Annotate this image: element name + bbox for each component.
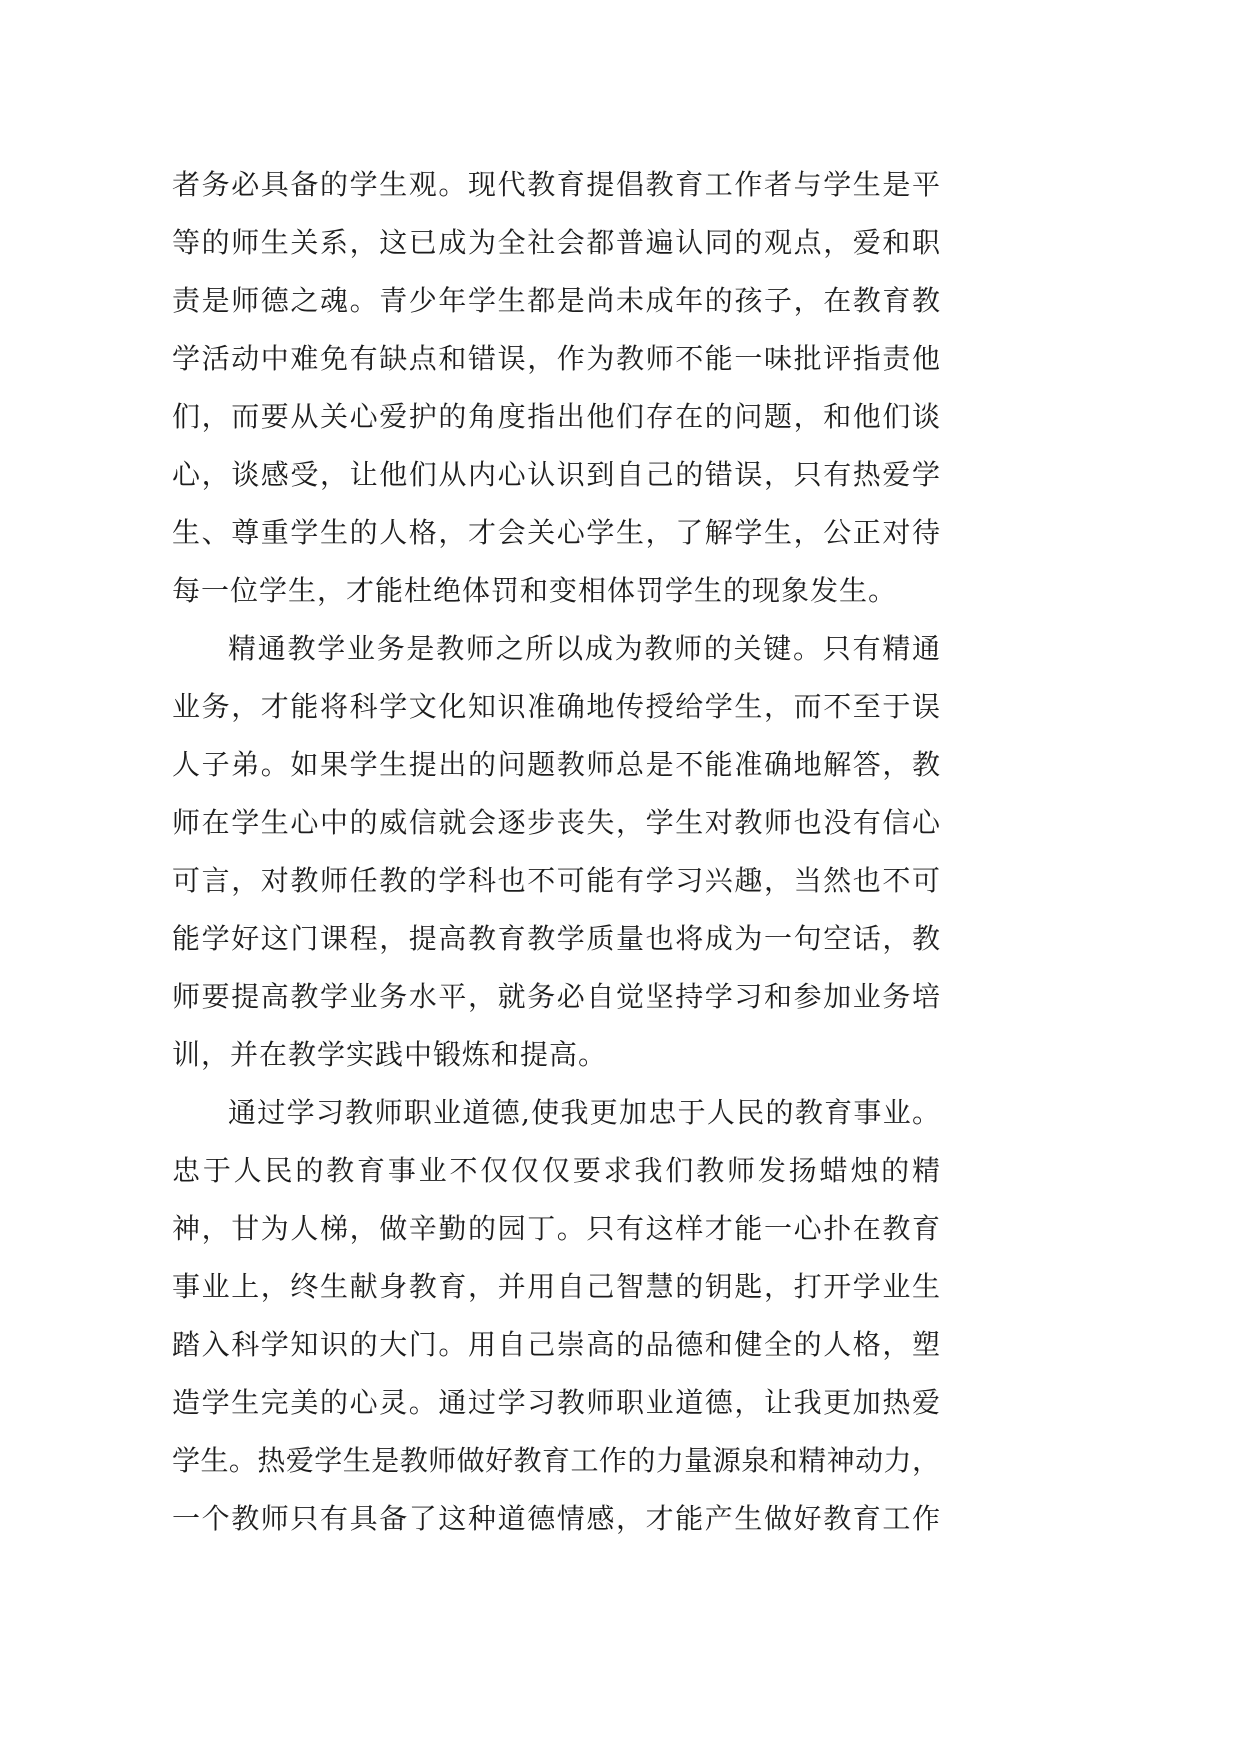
text-line: 等的师生关系，这已成为全社会都普遍认同的观点，爱和职 xyxy=(172,226,940,259)
text-line: 心，谈感受，让他们从内心认识到自己的错误，只有热爱学 xyxy=(172,458,940,491)
text-line: 学生。热爱学生是教师做好教育工作的力量源泉和精神动力， xyxy=(172,1444,940,1477)
text-line: 造学生完美的心灵。通过学习教师职业道德，让我更加热爱 xyxy=(172,1386,940,1419)
text-line: 者务必具备的学生观。现代教育提倡教育工作者与学生是平 xyxy=(172,168,940,201)
text-line: 师要提高教学业务水平，就务必自觉坚持学习和参加业务培 xyxy=(172,980,940,1013)
text-line: 们，而要从关心爱护的角度指出他们存在的问题，和他们谈 xyxy=(172,400,940,433)
text-line: 通过学习教师职业道德,使我更加忠于人民的教育事业。 xyxy=(228,1096,940,1129)
paragraph xyxy=(172,1084,940,1548)
text-line: 精通教学业务是教师之所以成为教师的关键。只有精通 xyxy=(228,632,940,665)
text-line: 业务，才能将科学文化知识准确地传授给学生，而不至于误 xyxy=(172,690,940,723)
text-line: 责是师德之魂。青少年学生都是尚未成年的孩子，在教育教 xyxy=(172,284,940,317)
paragraph xyxy=(172,620,940,1084)
text-line: 生、尊重学生的人格，才会关心学生，了解学生，公正对待 xyxy=(172,516,940,549)
text-line: 事业上，终生献身教育，并用自己智慧的钥匙，打开学业生 xyxy=(172,1270,940,1303)
text-line: 人子弟。如果学生提出的问题教师总是不能准确地解答，教 xyxy=(172,748,940,781)
body-text xyxy=(172,156,940,1548)
text-line: 学活动中难免有缺点和错误，作为教师不能一味批评指责他 xyxy=(172,342,940,375)
text-line: 踏入科学知识的大门。用自己崇高的品德和健全的人格，塑 xyxy=(172,1328,940,1361)
text-line: 可言，对教师任教的学科也不可能有学习兴趣，当然也不可 xyxy=(172,864,940,897)
text-line: 一个教师只有具备了这种道德情感，才能产生做好教育工作 xyxy=(172,1502,940,1535)
paragraph xyxy=(172,156,940,620)
text-line: 训，并在教学实践中锻炼和提高。 xyxy=(172,1038,608,1071)
text-line: 每一位学生，才能杜绝体罚和变相体罚学生的现象发生。 xyxy=(172,574,898,607)
text-line: 能学好这门课程，提高教育教学质量也将成为一句空话，教 xyxy=(172,922,940,955)
text-line: 师在学生心中的威信就会逐步丧失，学生对教师也没有信心 xyxy=(172,806,940,839)
text-line: 神，甘为人梯，做辛勤的园丁。只有这样才能一心扑在教育 xyxy=(172,1212,940,1245)
text-line: 忠于人民的教育事业不仅仅仅要求我们教师发扬蜡烛的精 xyxy=(172,1154,940,1187)
